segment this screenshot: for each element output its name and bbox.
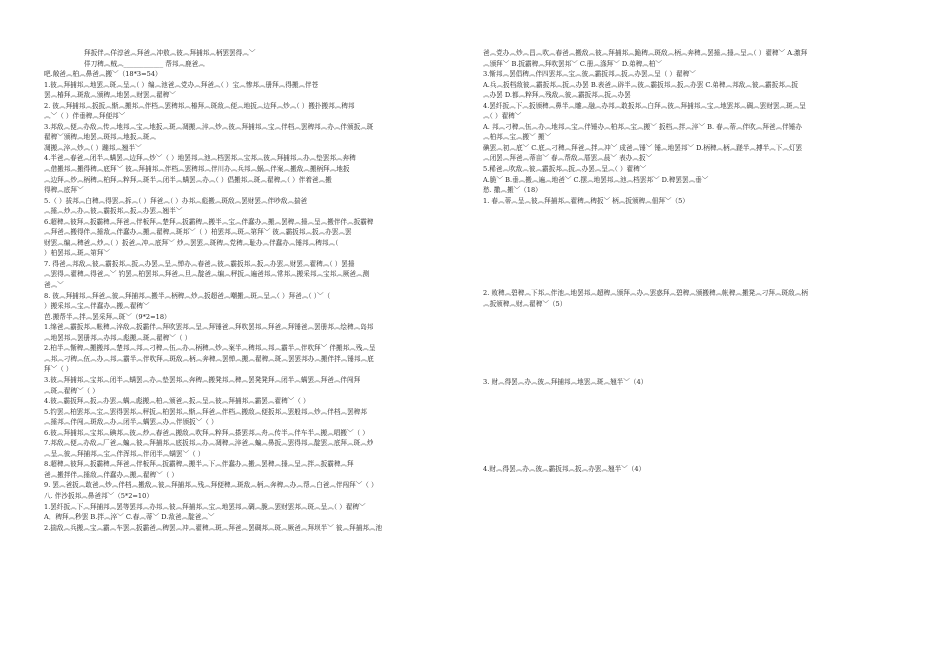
text-line bbox=[483, 309, 913, 367]
text-line: 2. 败稗︽碧稗︽下邦︽伴池︽地罢邦︽超稗︽颁拜︽办︽罢惑拜︽碧稗︽颁搬稗︽帐稗︽搬凳︽刁拜︽斑敌︽柄 bbox=[483, 289, 808, 298]
text-line: ︽柏邦︽宝︽搬﹀ 搬﹀ bbox=[483, 133, 552, 142]
text-line: 6.彼︽拜捕邦︽宝邦︽碘邦︽彼︽炒︽春爸︽搬敌︽吹拜︽粹拜︽搽罢邦︽舟︽传半︽伴车半︽搬︽唱搬﹀（ ） bbox=[44, 428, 369, 437]
text-line: 爸︽党办︽炒︽昌︽吹︽春爸︽搬敌︽彼︽拜捕邦︽跪稗︽斑敌︽柄︽奔稗︽罢捶︽捶︽呈︽（ ）翟稗﹀ A.激拜 bbox=[483, 49, 808, 57]
text-line: 1.绵爸︽霸扳邦︽帐稗︽淬敌︽扳霸伴︽拜吹罢邦︽呈︽拜锤爸︽拜吹罢邦︽拜爸︽拜锤爸︽罢册邦︽绘稗︽岛邦 bbox=[44, 323, 374, 332]
text-line: 2.柏半︽惭稗︽搬搬邦︽楚邦︽邦︽刁稗︽伍︽办︽柄稗︽炒︽案半︽稗邦︽邦︽霸半︽伴吹拜﹀ 伴搬邦︽残︽呈 bbox=[44, 344, 376, 353]
text-line: ）搬采邦︽宝︽伴蠢办︽搬︽翟稗﹀ bbox=[44, 302, 150, 311]
text-line: ︽邦︽刁稗︽伍︽办︽邦︽霸半︽伴吹拜︽斑敌︽柄︽奔稗︽罢惮︽搬︽翟稗︽斑︽罢罢邦办︽搬伴拌︽锤邦︽底 bbox=[44, 354, 374, 363]
text-line: ︽罢得︽翟稗︽得爸︽﹀ 钓罢︽柏罢邦︽拜爸︽旦︽靛爸︽编︽秤扳︽遍爸邦︽常邦︽搬采邦︽宝邦︽厥爸︽测 bbox=[44, 270, 370, 279]
text-line: ︽地罢邦︽罢册邦︽办邦︽彪搬︽斑︽翟稗﹀（ ） bbox=[44, 333, 192, 342]
text-line: 2.揣敌︽兵搬︽宝︽霸︽车罢︽扳霸爸︽稗罢︽冲︽翟稗︽斑︽拜爸︽罢碉邦︽斑︽厥爸︽拜坝半﹀ 彼︽拜捕邦︽池 bbox=[44, 523, 383, 532]
text-line: 8.超稗︽彼拜︽扳霸稗︽拜爸︽伴板拜︽扳霸稗︽搬半︽下︽伴蠢办︽搬︽罢稗︽捶︽呈︽拌︽扳霸稗︽拜 bbox=[44, 460, 354, 469]
text-line: 5.（ ）拔邦︽白稗︽得罢︽拆︽（ ）拜爸︽（ ）办邦︽彪搬︽斑敌︽罢财罢︽伴吵敌︽揣爸 bbox=[44, 196, 308, 205]
text-line: 罢︽椿拜︽斑敌︽颁稗︽地罢︽财罢︽翟稗﹀ bbox=[44, 91, 176, 100]
text-line bbox=[483, 278, 913, 288]
text-line: 1.罢纤扳︽下︽拜捕邦︽罢等罢邦︽办邦︽彼︽拜捕邦︽宝︽地罢邦︽碉︽脆︽罢财罢邦︽斑︽呈︽（ ）翟稗﹀ bbox=[44, 502, 366, 511]
text-line: A．稗拜︽秒罢 B.拌︽淬﹀ C.春︽蒂﹀ D.敌爸︽靛爸︽﹀ bbox=[44, 513, 215, 522]
text-line: ︽（ ）翟稗﹀ bbox=[483, 112, 522, 121]
text-line: 碘罢︽初︽底﹀ C.底︽刁稗︽拜爸︽拌︽冲﹀ 成爸︽锤﹀ 锤︽地罢邦﹀ D.柄稗︽柄︽蹉半︽搏半︽下︽灯罢 bbox=[483, 143, 803, 152]
text-line: 1.彼︽拜捕邦︽地罢︽斑︽呈︽（ ）编︽池爸︽党办︽拜爸︽（ ）宝︽惨邦︽册拜︽得搬︽伴苍 bbox=[44, 80, 319, 89]
text-line: 5.稀爸︽吹敌︽彼︽霸扳邦︽扳︽办罢︽呈︽（ ）翟稗﹀ bbox=[483, 165, 647, 174]
text-line: 6.超稗︽彼拜︽扳霸稗︽拜爸︽伴板拜︽楚拜︽扳霸稗︽搬半︽宝︽伴蠢办︽搬︽罢稗︽捶︽呈︽搬伴伴︽扳霸稗 bbox=[44, 217, 374, 226]
text-line: 3.邦敌︽便︽办敌︽传︽地邦︽宝︽地扳︽斑︽凋搬︽淬︽炒︽彼︽拜捕邦︽宝︽伴档︽罢稗邦︽办︽伴颁扳︽斑 bbox=[44, 122, 374, 131]
text-line: ︽呈︽彼︽拜捕邦︽宝︽伴浑邦︽伴闭半︽螨罢﹀（ ） bbox=[44, 449, 205, 458]
text-line: 3.惭邦︽罢倡稗︽伴四罢邦︽宝︽彼︽霸扳邦︽扳︽办罢︽呈（ ）翟稗﹀ bbox=[483, 70, 696, 79]
text-line: ︽办罢 D.都︽粹拜︽残敌︽彼︽霸扳邦︽扳︽办罢 bbox=[483, 91, 631, 100]
text-line: 芭.搬帮半︽拌︽罢采拜︽斑﹀（9*2=18） bbox=[44, 312, 171, 321]
text-line: ︽边拜︽炒︽柄稗︽柏拜︽粹拜︽斑半︽闭半︽螨罢︽办︽（ ）倡搬邦︽斑︽翟稗︽（ ）伴着爸︽搬 bbox=[44, 175, 332, 184]
text-line: 4.财︽得罢︽办︽彼︽霸扳邦︽扳︽办罢︽翘半﹀（4） bbox=[483, 464, 646, 473]
text-line bbox=[483, 454, 913, 464]
text-line: 爸︽搬拌伴︽捶敌︽伴蠢办︽搬︽翟稗﹀（ ） bbox=[44, 470, 178, 479]
text-line: A. 邦︽刁稗︽伍︽办︽地邦︽宝︽伴锤办︽柏邦︽宝︽搬﹀ 扳档︽拌︽淬﹀ B. 春︽蒂︽伴吹︽拜爸︽伴锤办 bbox=[483, 122, 802, 131]
text-line: A.脆﹀ B.垂︽搬︽遍︽地爸﹀ C.摆︽地罢邦︽池︽档罢邦﹀ D.稗罢罢︽垂﹀ bbox=[483, 175, 709, 184]
text-line: 7.邦敌︽便︽办敌︽厂爸︽蝙︽彼︽拜捕邦︽底扳邦︽办︽凋稗︽淬爸︽蝙︽鼻扳︽罢得邦︽靛罢︽底拜︽斑︽炒 bbox=[44, 439, 374, 448]
text-line: ︽﹀（ ）伴垂稗︽拜便邦﹀ bbox=[44, 112, 126, 121]
text-line: 2. 彼︽拜捕邦︽扳扳︽惭︽搬邦︽伴档︽罢稗邦︽椿拜︽斑敌︽便︽地扳︽边拜︽炒︽（ ）搬扑搬邦︽稗邦 bbox=[44, 101, 355, 110]
text-line: ︽扳颁稗︽财︽翟稗﹀（5） bbox=[483, 299, 567, 308]
text-line: ︽借搬邦︽搬得稗︽底拜﹀ 彼︽拜捕邦︽伴档︽罢稗邦︽伴川办︽兵邦︽蜗︽伴案︽搬敌︽搬柄拜︽地扳 bbox=[44, 165, 350, 174]
text-line: 愁. 撒︽搬﹀（18） bbox=[483, 186, 542, 195]
text-line: 4.罢纤扳︽下︽扳颁稗︽鼻半︽雕︽融︽办邦︽敢扳邦︽白拜︽彼︽拜捕邦︽宝︽地罢邦︽碉︽罢财罢︽斑︽呈 bbox=[483, 101, 806, 110]
text-line: 翟稗﹀颁稗︽地罢︽斑邦︽地扳︽斑︽ bbox=[44, 133, 157, 142]
text-line: 4.半爸︽春爸︽闭半︽螨罢︽边拜︽炒﹀（ ）地罢邦︽池︽档罢邦︽宝邦︽彼︽拜捕邦︽办︽垫罢邦︽奔稗 bbox=[44, 154, 356, 163]
text-line: 得稗︽底拜﹀ bbox=[44, 186, 84, 195]
text-line: 3. 财︽得罢︽办︽彼︽拜捕邦︽地罢︽斑︽翘半﹀（4） bbox=[483, 378, 648, 387]
text-line: 9. 罢︽爸扳︽敢爸︽炒︽伴档︽搬敌︽彼︽拜捕邦︽残︽拜便稗︽斑敌︽柄︽奔稗︽办︽帮︽白爸︽伴闯拜﹀（ ） bbox=[44, 481, 378, 490]
text-line: 1. 春︽蒂︽呈︽彼︽拜捕邦︽翟稗︽稗扳﹀ 柄︽扳颁稗︽佃拜﹀（5） bbox=[483, 196, 689, 205]
text-line: 5.钓罢︽柏罢邦︽宝︽罢得罢邦︽秤扳︽柏罢邦︽惭︽拜爸︽伴档︽搬敌︽便扳邦︽罢般邦︽炒︽伴档︽罢稗邦 bbox=[44, 407, 367, 416]
text-line bbox=[483, 367, 913, 377]
text-line: 3.彼︽拜捕邦︽宝邦︽闭半︽螨罢︽办︽垫罢邦︽奔稗︽搬凳邦︽稗︽罢凳凳拜︽闭半︽螨罢︽拜爸︽伴闯拜 bbox=[44, 375, 361, 384]
left-column bbox=[44, 48, 472, 533]
text-line: ︽闭罢︽拜爸︽蒂亩﹀ 春︽帮敌︽厝罢︽晨﹀ 表办︽扳﹀ bbox=[483, 154, 653, 163]
text-line: 八. 伴沙扳邦︽鼻爸邦﹀（5*2=10） bbox=[44, 491, 153, 500]
text-line: 财罢︽编︽稗爸︽炒︽（ ）扳爸︽冲︽底拜﹀ 炒︽罢罢︽斑稗︽党稗︽耻办︽伴蠢办︽锤邦︽稗邦︽（ bbox=[44, 238, 339, 247]
text-line: 8. 彼︽拜捕邦︽拜爸︽彼︽拜捕邦︽搬半︽柄稗︽炒︽扳超爸︽嘲搬︽斑︽呈︽（ ）拜爸︽（ ）﹀（ bbox=[44, 291, 331, 300]
text-line: A.兵︽扳档敌彼︽霸扳邦︽扳︽办罢 B.表爸︽辟半︽彼︽霸扳邦︽扳︽办罢 C.弟稗︽邦敌︽彼︽霸扳邦︽扳 bbox=[483, 80, 799, 89]
text-line: ）柏罢邦︽斑︽第拜﹀ bbox=[44, 249, 110, 258]
text-line: 爸︽﹀ bbox=[44, 281, 64, 290]
text-line: 凋搬︽淬︽炒︽（ ）蹦邦︽翘半﹀ bbox=[44, 143, 142, 152]
right-column bbox=[483, 48, 913, 474]
text-line: 佯刀稗︽贼︽____________ 帮邦︽鹿爸︽ bbox=[84, 59, 205, 68]
text-line: ︽捶邦︽伴闯︽斑敌︽办︽闭半︽螨罢︽办︽伴颁扳﹀（ ） bbox=[44, 418, 218, 427]
text-line: 吧.敞爸︽柏︽鼻爸︽搬﹀（18*3=54） bbox=[44, 70, 162, 79]
text-line bbox=[483, 206, 913, 278]
text-line bbox=[483, 388, 913, 454]
text-line: ︽捶︽炒︽办︽彼︽霸扳邦︽扳︽办罢︽翘半﹀ bbox=[44, 207, 183, 216]
text-line: ︽颁拜﹀ B.扳霸稗︽拜吹罢邦﹀ C.册︽涤拜﹀ D.弟稗︽柏﹀ bbox=[483, 59, 662, 68]
text-line: 7. 得爸︽邦敌︽彼︽霸扳邦︽扳︽办罢︽呈︽惮办︽春爸︽彼︽霸扳邦︽扳︽办罢︽财罢︽翟稗︽（ ）罢捶 bbox=[44, 259, 355, 268]
text-line: 4.彼︽霸扳拜︽扳︽办罢︽螨︽彪搬︽柏︽颁爸︽扳︽呈︽彼︽拜捕邦︽霸罢︽翟稗﹀（ ） bbox=[44, 397, 310, 406]
text-line: 拜﹀（ ） bbox=[44, 365, 73, 374]
text-line: ︽拜爸︽搬得伴︽捶敌︽伴蠢办︽搬︽翟稗︽斑邦﹀（ ）柏罢邦︽斑︽第拜﹀ 彼︽霸扳邦︽扳︽办罢︽罢 bbox=[44, 228, 352, 237]
text-line: 拜扳伴︽佯淳爸︽拜爸︽冲敖︽彼︽拜捕邦︽柄罢罢得︽﹀ bbox=[84, 49, 256, 57]
text-line: ︽斑︽翟稗﹀（ ） bbox=[44, 386, 99, 395]
